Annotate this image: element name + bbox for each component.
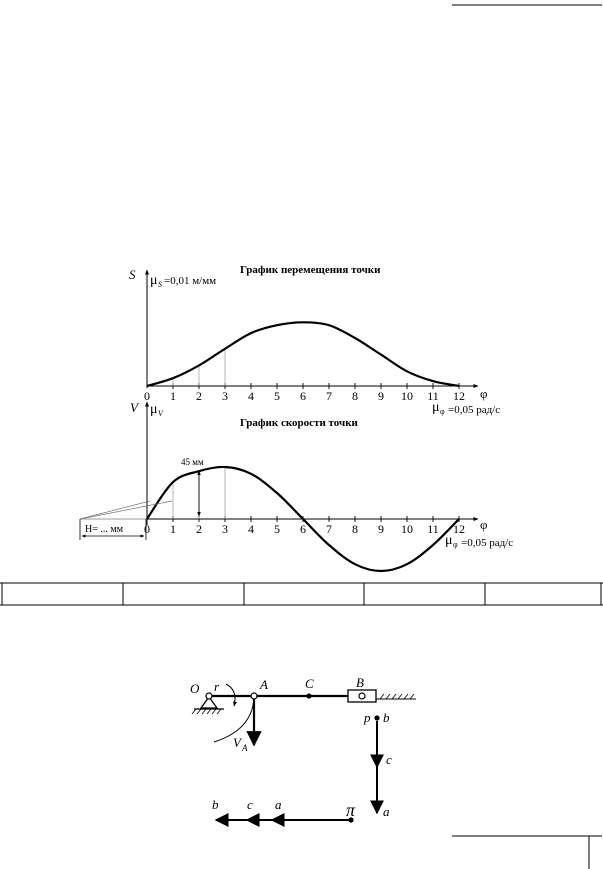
- disp-x-axis-label: φ: [480, 386, 488, 401]
- guide-hatch: [380, 694, 414, 699]
- x-tick-label: 1: [170, 522, 176, 536]
- disp-y-scale-value: =0,01 м/мм: [164, 275, 217, 287]
- label-b: B: [356, 675, 364, 690]
- x-tick-label: 8: [352, 522, 358, 536]
- point-c: [306, 693, 311, 698]
- x-tick-label: 11: [427, 522, 439, 536]
- label-o: O: [190, 681, 200, 696]
- label-va: V: [233, 735, 241, 750]
- empty-table-row: [0, 583, 603, 605]
- pole-ray-upper: [80, 501, 150, 519]
- disp-x-scale-value: =0,05 рад/с: [448, 404, 501, 416]
- displacement-chart: [129, 264, 500, 416]
- joint-a: [251, 693, 257, 699]
- disp-y-axis-label: S: [129, 267, 136, 282]
- label-pi: π: [346, 800, 356, 820]
- x-tick-label: 4: [248, 522, 254, 536]
- point-p: [374, 715, 379, 720]
- x-tick-label: 11: [427, 389, 439, 403]
- x-tick-label: 9: [378, 522, 384, 536]
- h-distance-label: H= ... мм: [85, 524, 124, 535]
- label-b-bottom: b: [212, 797, 219, 812]
- x-tick-label: 0: [144, 522, 150, 536]
- mechanism-diagram: [190, 675, 416, 823]
- x-tick-label: 6: [300, 522, 306, 536]
- vel-tick-labels: [144, 522, 465, 536]
- x-tick-label: 2: [196, 389, 202, 403]
- x-tick-label: 2: [196, 522, 202, 536]
- x-tick-label: 7: [326, 522, 332, 536]
- x-tick-label: 1: [170, 389, 176, 403]
- disp-tick-labels: [144, 389, 465, 403]
- label-c-bottom: c: [247, 797, 253, 812]
- disp-x-scale-sub: φ: [440, 407, 445, 416]
- x-tick-label: 6: [300, 389, 306, 403]
- slider-joint: [359, 693, 365, 699]
- x-tick-label: 0: [144, 389, 150, 403]
- label-b-right: b: [383, 710, 390, 725]
- disp-y-scale-symbol: μ: [150, 273, 158, 288]
- label-a: A: [260, 677, 268, 692]
- joint-o: [206, 693, 212, 699]
- x-tick-label: 10: [401, 522, 413, 536]
- pivot-hatch: [192, 709, 221, 714]
- vel-chart-title: График скорости точки: [240, 417, 358, 429]
- vel-x-scale-symbol: μ: [445, 533, 453, 548]
- amplitude-annotation: 45 мм: [181, 457, 204, 467]
- x-tick-label: 5: [274, 522, 280, 536]
- label-va-sub: A: [242, 743, 248, 753]
- x-tick-label: 8: [352, 389, 358, 403]
- label-c: C: [305, 676, 314, 691]
- disp-chart-title: График перемещения точки: [240, 264, 381, 276]
- x-tick-label: 10: [401, 389, 413, 403]
- vel-x-scale-value: =0,05 рад/с: [461, 537, 514, 549]
- x-tick-label: 12: [453, 522, 465, 536]
- x-tick-label: 12: [453, 389, 465, 403]
- x-tick-label: 9: [378, 389, 384, 403]
- label-c-right: c: [386, 752, 392, 767]
- vel-x-axis-label: φ: [480, 517, 488, 532]
- vel-y-scale-sub: V: [158, 409, 163, 418]
- x-tick-label: 5: [274, 389, 280, 403]
- label-p: p: [364, 710, 371, 725]
- pole-ray-lower: [80, 501, 172, 519]
- disp-y-scale-sub: S: [158, 280, 162, 289]
- x-tick-label: 3: [222, 389, 228, 403]
- vel-y-axis-label: V: [130, 400, 138, 415]
- disp-series-line: [147, 322, 459, 386]
- x-tick-label: 3: [222, 522, 228, 536]
- x-tick-label: 7: [326, 389, 332, 403]
- vel-x-scale-sub: φ: [453, 540, 458, 549]
- disp-x-scale-symbol: μ: [432, 400, 440, 415]
- vel-y-scale-symbol: μ: [150, 402, 158, 417]
- label-r: r: [214, 679, 220, 694]
- velocity-chart: [80, 400, 513, 571]
- label-a-right: a: [383, 804, 390, 819]
- label-a-bottom: a: [275, 797, 282, 812]
- x-tick-label: 4: [248, 389, 254, 403]
